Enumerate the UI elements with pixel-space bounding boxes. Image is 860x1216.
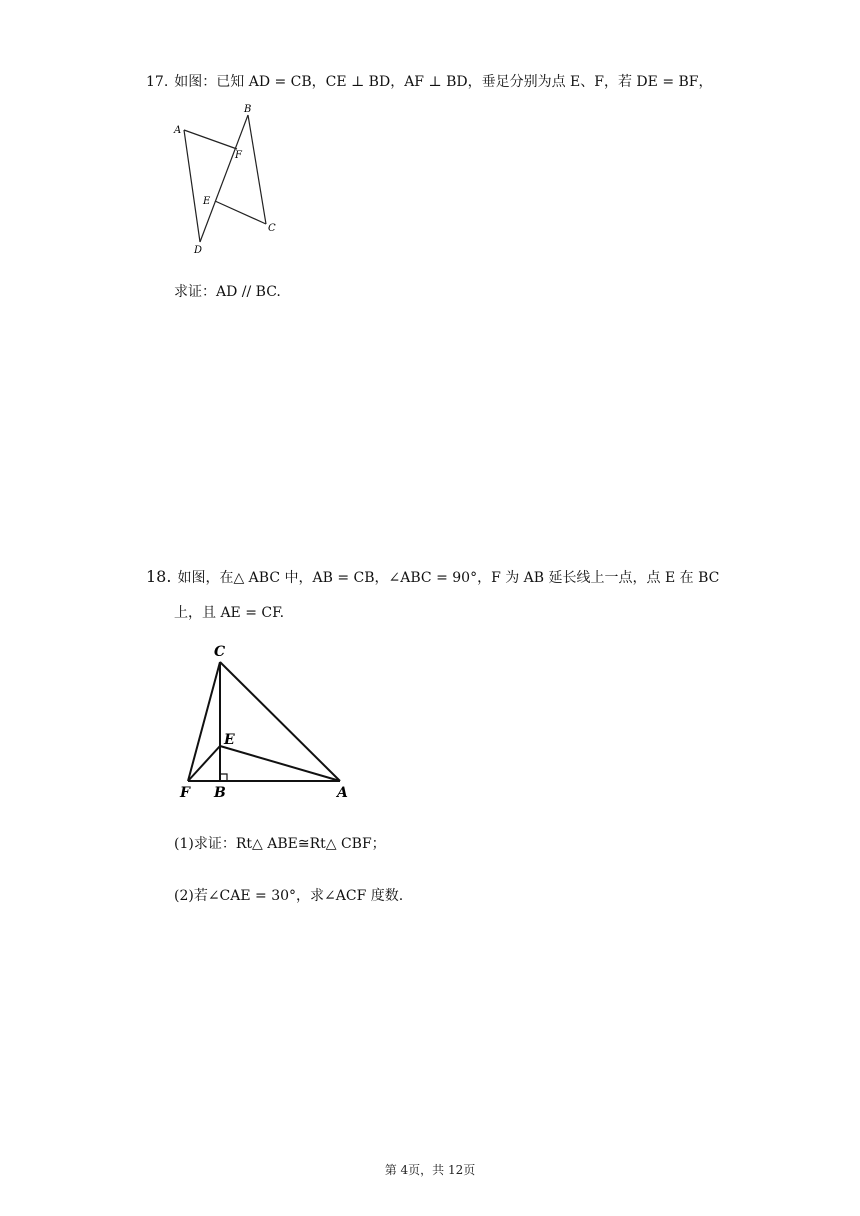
label-c: C <box>268 223 276 234</box>
label-e: E <box>203 196 211 207</box>
question-18-stem-1: 如图，在△ ABC 中，AB = CB，∠ABC = 90°，F 为 AB 延长线上一点，点 E 在 BC <box>177 570 720 586</box>
label-f: F <box>235 150 242 161</box>
triangle-diagram <box>170 636 370 806</box>
right-angle-mark <box>220 774 227 781</box>
question-18-number: 18. <box>146 567 172 586</box>
label-a: A <box>174 125 182 136</box>
question-18-stem-line-1 <box>146 567 719 588</box>
label-b: B <box>244 104 252 115</box>
segment-ec <box>215 201 266 224</box>
segment-bd <box>200 115 248 242</box>
question-17-prove: 求证：AD // BC. <box>174 284 281 300</box>
label-d: D <box>194 245 203 256</box>
label-a: A <box>337 785 348 801</box>
question-17-stem-line <box>146 72 713 92</box>
quadrilateral-diagram <box>160 98 300 258</box>
label-c: C <box>214 644 226 660</box>
question-18-stem-line-2: 上，且 AE = CF. <box>174 605 285 621</box>
question-17-stem: 如图：已知 AD = CB，CE ⊥ BD，AF ⊥ BD，垂足分别为点 E、F，若 DE = BF， <box>174 74 713 90</box>
segment-bc <box>248 115 266 224</box>
segment-af <box>184 130 237 149</box>
label-e: E <box>224 732 235 748</box>
label-f: F <box>180 785 190 801</box>
question-17-number: 17. <box>146 74 169 90</box>
question-18-figure <box>170 636 370 806</box>
page-footer: 第 4页，共 12页 <box>384 1163 476 1177</box>
label-b: B <box>214 785 226 801</box>
question-17-figure <box>160 98 300 258</box>
question-18-part-2: (2)若∠CAE = 30°，求∠ACF 度数. <box>174 888 404 904</box>
question-18-part-1: (1)求证：Rt△ ABE≅Rt△ CBF； <box>174 836 386 852</box>
segment-ad <box>184 130 200 242</box>
